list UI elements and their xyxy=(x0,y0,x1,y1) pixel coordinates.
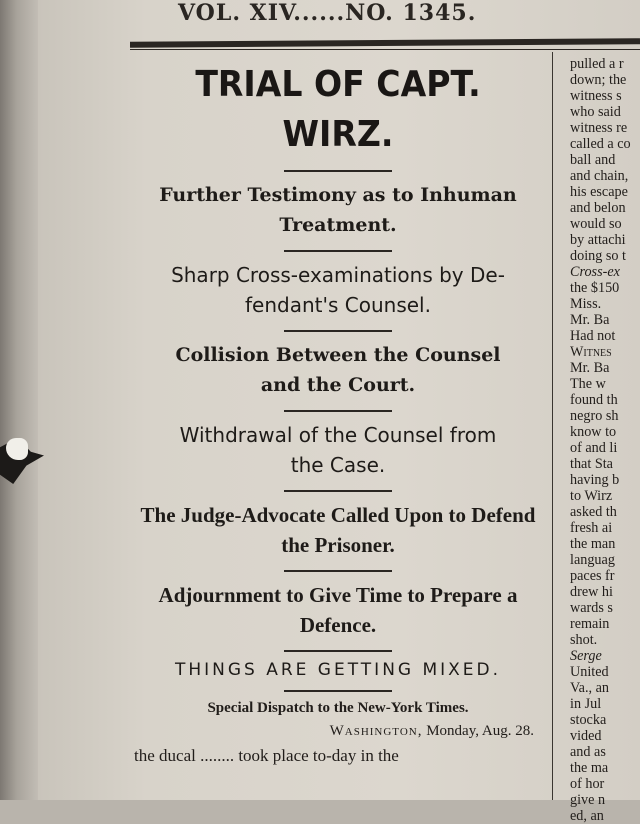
side-column-line: having b xyxy=(570,472,620,488)
deck-6-line-2: Defence. xyxy=(299,613,377,637)
divider-rule xyxy=(284,330,392,332)
side-column-line: ed, an xyxy=(570,808,604,824)
side-column-line: the ma xyxy=(570,760,609,776)
dateline-place: Washington, xyxy=(329,723,423,739)
side-column-line: Had not xyxy=(570,328,616,344)
side-column-line: found th xyxy=(570,392,618,408)
side-column-line: who said xyxy=(570,104,621,120)
divider-rule xyxy=(284,570,392,572)
side-column-line: to Wirz xyxy=(570,488,613,504)
side-column-line: fresh ai xyxy=(570,520,613,536)
side-column-line: in Jul xyxy=(570,696,602,712)
side-column-line: of and li xyxy=(570,440,618,456)
side-column-line: Serge xyxy=(570,648,602,664)
side-column-line: by attachi xyxy=(570,232,626,248)
deck-5 xyxy=(136,500,540,560)
side-column-line: drew hi xyxy=(570,584,613,600)
deck-6 xyxy=(136,580,540,640)
side-column-line: down; the xyxy=(570,72,627,88)
side-column-line: witness re xyxy=(570,120,628,136)
body-text-first-line: the ducal ........ took place to-day in the xyxy=(134,746,399,765)
deck-4-line-1: Withdrawal of the Counsel from xyxy=(179,423,497,447)
deck-1 xyxy=(136,180,540,240)
side-column-line: Va., an xyxy=(570,680,610,696)
divider-rule xyxy=(284,410,392,412)
deck-4-line-2: the Case. xyxy=(290,453,386,477)
divider-rule xyxy=(284,490,392,492)
side-column-line: pulled a r xyxy=(570,56,624,72)
top-rule-thin xyxy=(130,49,640,50)
side-column-line: United xyxy=(570,664,609,680)
side-column-line: Cross-ex xyxy=(570,264,620,280)
subheadline: THINGS ARE GETTING MIXED. xyxy=(174,660,502,680)
deck-3 xyxy=(136,340,540,400)
divider-rule xyxy=(284,170,392,172)
side-column-line: paces fr xyxy=(570,568,615,584)
side-column-line: would so xyxy=(570,216,622,232)
side-column-line: wards s xyxy=(570,600,613,616)
side-column-line: asked th xyxy=(570,504,617,520)
side-column-line: negro sh xyxy=(570,408,619,424)
side-column-line: stocka xyxy=(570,712,607,728)
article-column xyxy=(128,56,548,766)
side-column-line: know to xyxy=(570,424,617,440)
volume-number: VOL. XIV......NO. 1345. xyxy=(178,0,477,26)
side-column-line: witness s xyxy=(570,88,622,104)
side-column-line: Mr. Ba xyxy=(570,312,610,328)
side-column-line: that Sta xyxy=(570,456,613,472)
deck-3-line-1: Collision Between the Counsel xyxy=(175,344,501,366)
dispatch-credit: Special Dispatch to the New-York Times. xyxy=(207,700,469,716)
divider-rule xyxy=(284,250,392,252)
adjacent-column-text xyxy=(570,56,640,824)
side-column-line: his escape xyxy=(570,184,628,200)
headline: TRIAL OF CAPT. WIRZ. xyxy=(195,64,481,155)
divider-rule xyxy=(284,690,392,692)
side-column-line: Witnes xyxy=(570,344,612,360)
torn-edge-hole xyxy=(6,438,28,460)
deck-6-line-1: Adjournment to Give Time to Prepare a xyxy=(158,583,518,607)
side-column-line: languag xyxy=(570,552,615,568)
deck-1-line-2: Treatment. xyxy=(279,214,397,236)
side-column-line: The w xyxy=(570,376,606,392)
side-column-line: the man xyxy=(570,536,616,552)
deck-5-line-2: the Prisoner. xyxy=(281,533,395,557)
binding-margin xyxy=(0,0,42,800)
deck-2-line-1: Sharp Cross-examinations by De- xyxy=(171,263,505,287)
side-column-line: and belon xyxy=(570,200,626,216)
column-rule xyxy=(552,52,553,800)
side-column-line: vided xyxy=(570,728,602,744)
dateline-date: Monday, Aug. 28. xyxy=(426,723,534,739)
side-column-line: remain xyxy=(570,616,610,632)
side-column-line: the $150 xyxy=(570,280,620,296)
side-column-line: give n xyxy=(570,792,606,808)
deck-2-line-2: fendant's Counsel. xyxy=(245,293,431,317)
side-column-line: ball and xyxy=(570,152,616,168)
deck-1-line-1: Further Testimony as to Inhuman xyxy=(159,184,517,206)
side-column-line: called a co xyxy=(570,136,631,152)
side-column-line: of hor xyxy=(570,776,605,792)
side-column-line: and as xyxy=(570,744,606,760)
side-column-line: Mr. Ba xyxy=(570,360,610,376)
deck-4 xyxy=(136,420,540,480)
side-column-line: Miss. xyxy=(570,296,602,312)
deck-2 xyxy=(136,260,540,320)
deck-5-line-1: The Judge-Advocate Called Upon to Defend xyxy=(140,503,536,527)
side-column-line: and chain, xyxy=(570,168,629,184)
deck-3-line-2: and the Court. xyxy=(260,374,416,396)
divider-rule xyxy=(284,650,392,652)
side-column-line: shot. xyxy=(570,632,598,648)
side-column-line: doing so t xyxy=(570,248,626,264)
dateline xyxy=(128,723,534,740)
